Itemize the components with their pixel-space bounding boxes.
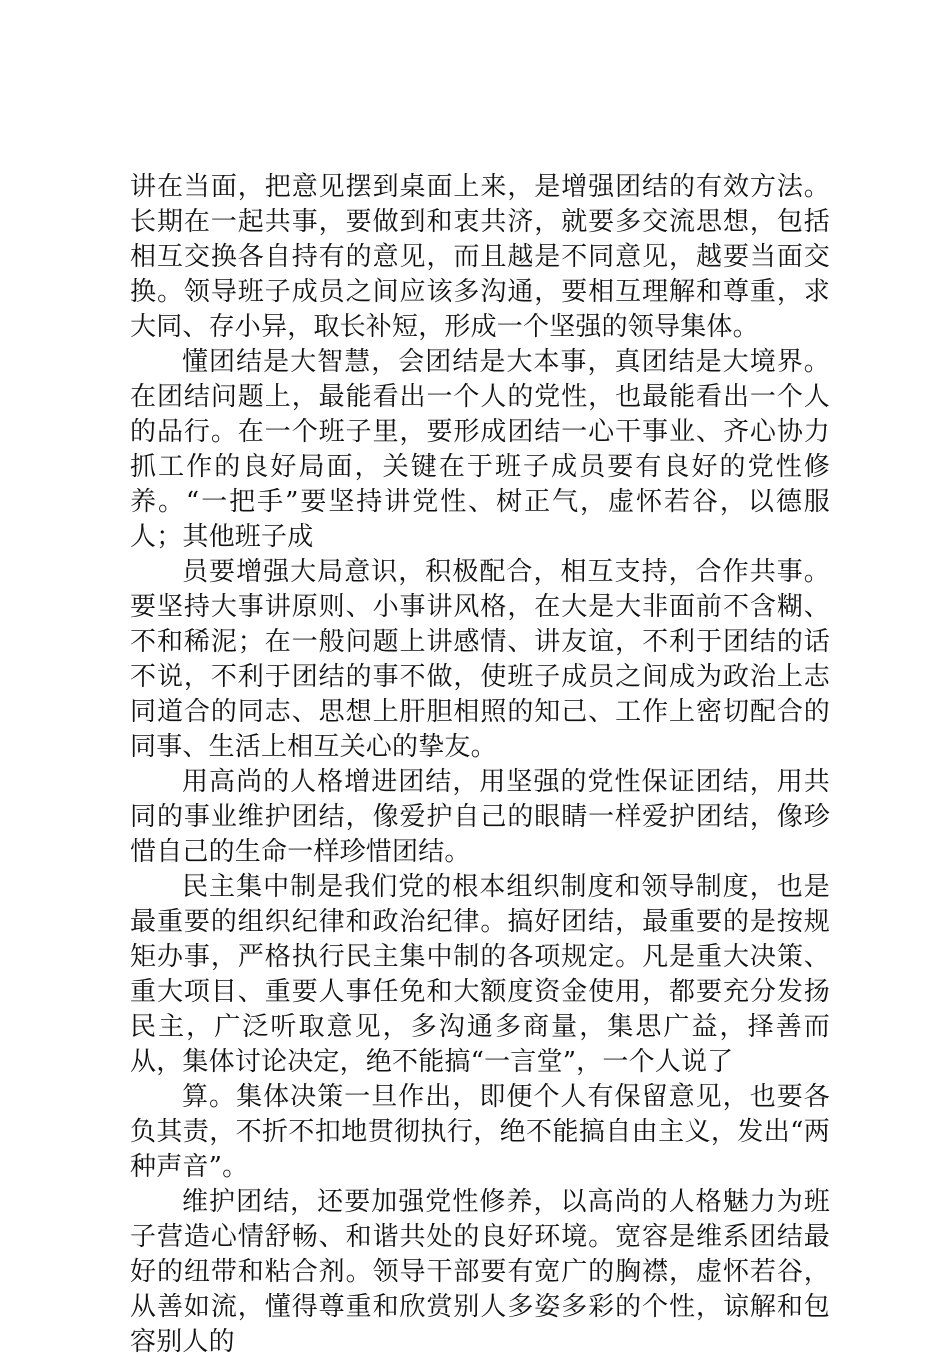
paragraph-7: 维护团结，还要加强党性修养，以高尚的人格魅力为班子营造心情舒畅、和谐共处的良好环境。宽容是维系团结最好的纽带和粘合剂。领导干部要有宽广的胸襟，虚怀若谷，从善如流，懂得尊重和欣赏别人多姿多彩的个性，谅解和包容别人的 [130,1187,830,1357]
paragraph-6: 算。集体决策一旦作出，即便个人有保留意见，也要各负其责，不折不扣地贯彻执行，绝不能搞自由主义，发出“两种声音”。 [130,1082,830,1182]
paragraph-4: 用高尚的人格增进团结，用坚强的党性保证团结，用共同的事业维护团结，像爱护自己的眼睛一样爱护团结，像珍惜自己的生命一样珍惜团结。 [130,767,830,867]
paragraph-1: 讲在当面，把意见摆到桌面上来，是增强团结的有效方法。长期在一起共事，要做到和衷共济，就要多交流思想，包括相互交换各自持有的意见，而且越是不同意见，越要当面交换。领导班子成员之间应该多沟通，要相互理解和尊重，求大同、存小异，取长补短，形成一个坚强的领导集体。 [130,172,830,342]
paragraph-2: 懂团结是大智慧，会团结是大本事，真团结是大境界。在团结问题上，最能看出一个人的党性，也最能看出一个人的品行。在一个班子里，要形成团结一心干事业、齐心协力抓工作的良好局面，关键在于班子成员要有良好的党性修养。“一把手”要坚持讲党性、树正气，虚怀若谷，以德服人；其他班子成 [130,347,830,552]
paragraph-3: 员要增强大局意识，积极配合，相互支持，合作共事。要坚持大事讲原则、小事讲风格，在大是大非面前不含糊、不和稀泥；在一般问题上讲感情、讲友谊，不利于团结的话不说，不利于团结的事不做，使班子成员之间成为政治上志同道合的同志、思想上肝胆相照的知己、工作上密切配合的同事、生活上相互关心的挚友。 [130,557,830,762]
document-body [130,170,830,1360]
paragraph-5: 民主集中制是我们党的根本组织制度和领导制度，也是最重要的组织纪律和政治纪律。搞好团结，最重要的是按规矩办事，严格执行民主集中制的各项规定。凡是重大决策、重大项目、重要人事任免和大额度资金使用，都要充分发扬民主，广泛听取意见，多沟通多商量，集思广益，择善而从，集体讨论决定，绝不能搞“一言堂”，一个人说了 [130,872,830,1077]
